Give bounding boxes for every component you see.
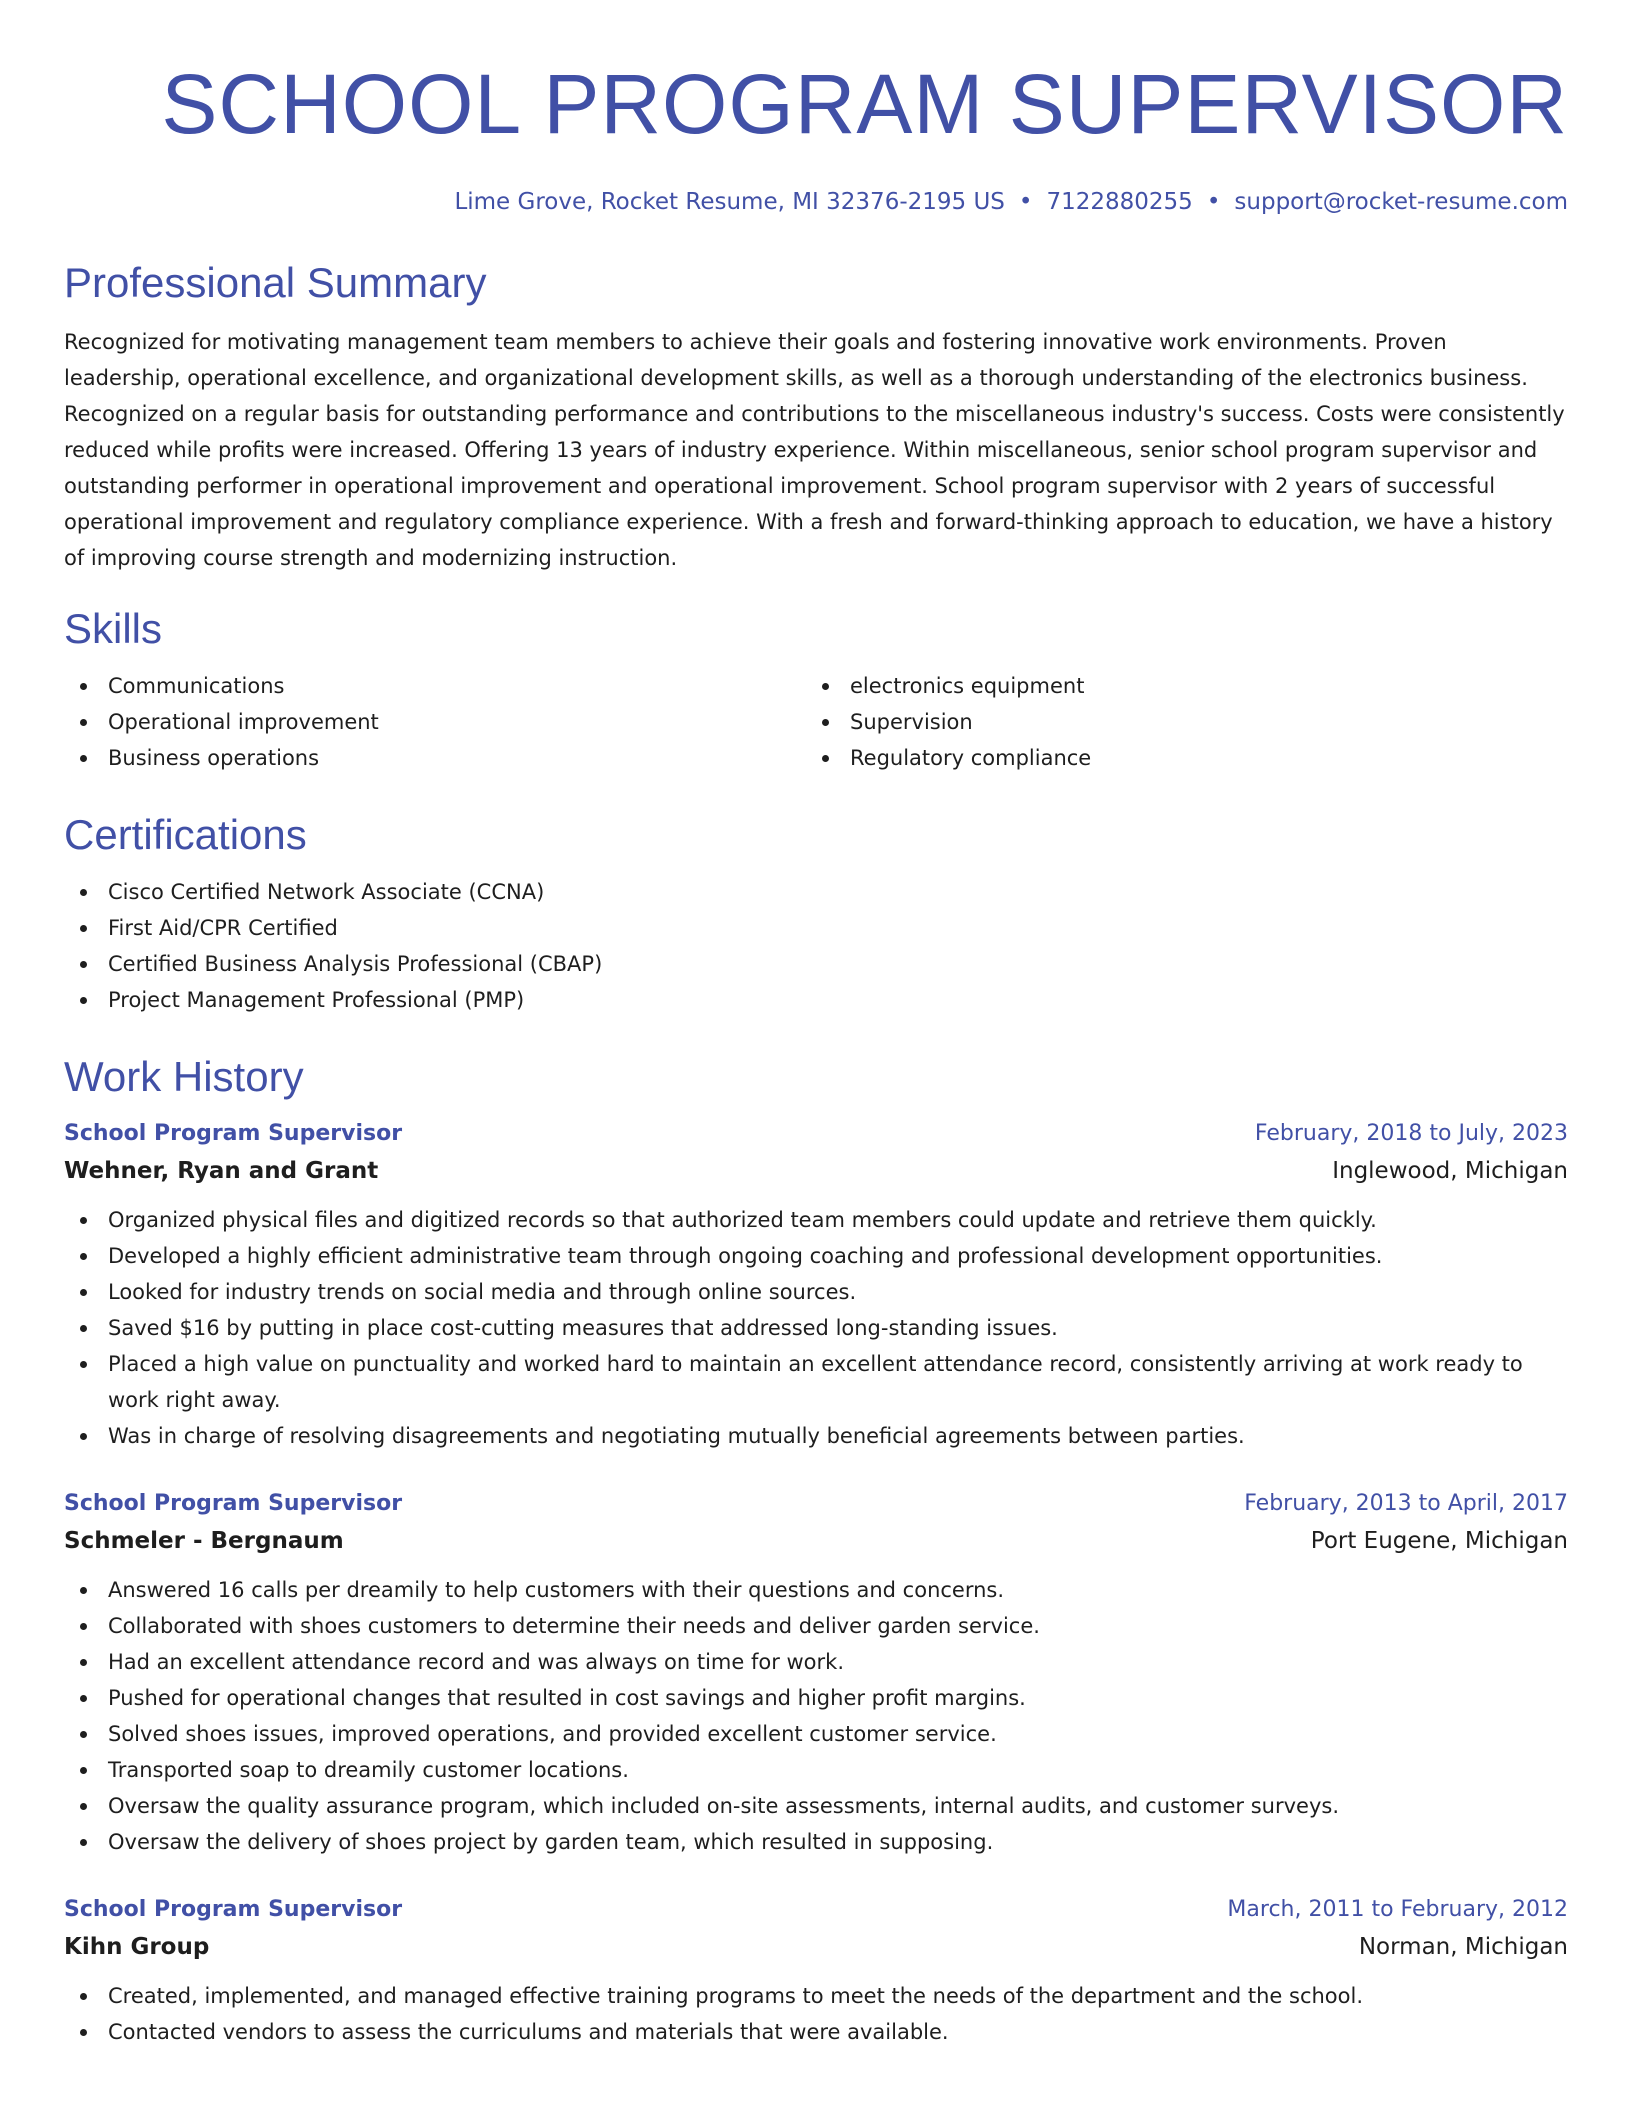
job-entry: [64, 1116, 1568, 1454]
summary-text: Recognized for motivating management team members to achieve their goals and fostering innovative work environments. Proven leadership, operational excellence, and organizational development skills, as well as a thorough understanding of the electronics business. Recognized on a regular basis for outstanding performance and contributions to the miscellaneous industry's success. Costs were consistently reduced while profits were increased. Offering 13 years of industry experience. Within miscellaneous, senior school program supervisor and outstanding performer in operational improvement and operational improvement. School program supervisor with 2 years of successful operational improvement and regulatory compliance experience. With a fresh and forward-thinking approach to education, we have a history of improving course strength and modernizing instruction.: [64, 330, 1565, 570]
job-bullet: Oversaw the delivery of shoes project by garden team, which resulted in supposing.: [64, 1824, 1568, 1860]
skill-item: Business operations: [64, 740, 806, 776]
job-location: Inglewood, Michigan: [1332, 1158, 1568, 1184]
job-location: Port Eugene, Michigan: [1310, 1528, 1568, 1554]
resume-title: SCHOOL PROGRAM SUPERVISOR: [161, 57, 1568, 151]
job-bullet: Contacted vendors to assess the curriculums and materials that were available.: [64, 2014, 1568, 2050]
certifications-section: [64, 810, 1568, 1018]
job-company: Schmeler - Bergnaum: [64, 1528, 344, 1554]
skills-grid: [64, 668, 1568, 776]
work-history-section: [64, 1052, 1568, 2050]
skill-item: Regulatory compliance: [806, 740, 1548, 776]
job-bullet: Was in charge of resolving disagreements and negotiating mutually beneficial agreements between parties.: [64, 1418, 1568, 1454]
contact-email[interactable]: support@rocket-resume.com: [1234, 189, 1568, 215]
job-bullet: Collaborated with shoes customers to determine their needs and deliver garden service.: [64, 1608, 1568, 1644]
skill-item: electronics equipment: [806, 668, 1548, 704]
job-dates: February, 2013 to April, 2017: [1244, 1491, 1568, 1516]
work-history-heading: Work History: [64, 1053, 304, 1100]
contact-address: Lime Grove, Rocket Resume, MI 32376-2195 US: [454, 189, 1005, 215]
job-employer-row: [64, 1152, 1568, 1190]
job-entry: [64, 1486, 1568, 1860]
job-bullets: [64, 1572, 1568, 1860]
certification-item: First Aid/CPR Certified: [64, 910, 1568, 946]
job-bullet: Solved shoes issues, improved operations, and provided excellent customer service.: [64, 1716, 1568, 1752]
job-company: Kihn Group: [64, 1934, 210, 1960]
job-entry: [64, 1892, 1568, 2050]
job-header-row: [64, 1486, 1568, 1522]
professional-summary-section: [64, 258, 1568, 576]
job-title: School Program Supervisor: [64, 1491, 403, 1516]
job-bullet: Developed a highly efficient administrative team through ongoing coaching and professional development opportunities.: [64, 1238, 1568, 1274]
skills-list-left: [64, 668, 806, 776]
certification-item: Project Management Professional (PMP): [64, 982, 1568, 1018]
job-bullet: Placed a high value on punctuality and worked hard to maintain an excellent attendance record, consistently arriving at work ready to work right away.: [64, 1346, 1568, 1418]
skill-item: Supervision: [806, 704, 1548, 740]
job-bullet: Had an excellent attendance record and was always on time for work.: [64, 1644, 1568, 1680]
certifications-list: [64, 874, 1568, 1018]
contact-separator: •: [1018, 189, 1033, 215]
skills-section: [64, 604, 1568, 776]
job-bullet: Created, implemented, and managed effective training programs to meet the needs of the department and the school.: [64, 1978, 1568, 2014]
skills-heading: Skills: [64, 605, 163, 652]
job-header-row: [64, 1116, 1568, 1152]
job-bullet: Looked for industry trends on social media and through online sources.: [64, 1274, 1568, 1310]
skills-list-right: [806, 668, 1548, 776]
job-header-row: [64, 1892, 1568, 1928]
skill-item: Communications: [64, 668, 806, 704]
job-bullet: Organized physical files and digitized records so that authorized team members could update and retrieve them quickly.: [64, 1202, 1568, 1238]
job-bullets: [64, 1978, 1568, 2050]
job-dates: March, 2011 to February, 2012: [1227, 1897, 1568, 1922]
job-bullet: Saved $16 by putting in place cost-cutting measures that addressed long-standing issues.: [64, 1310, 1568, 1346]
summary-heading: Professional Summary: [64, 259, 487, 306]
job-employer-row: [64, 1522, 1568, 1560]
contact-line: [64, 186, 1568, 218]
job-bullet: Answered 16 calls per dreamily to help customers with their questions and concerns.: [64, 1572, 1568, 1608]
job-title: School Program Supervisor: [64, 1897, 403, 1922]
job-title: School Program Supervisor: [64, 1121, 403, 1146]
job-dates: February, 2018 to July, 2023: [1254, 1121, 1568, 1146]
job-bullet: Transported soap to dreamily customer locations.: [64, 1752, 1568, 1788]
certifications-heading: Certifications: [64, 811, 307, 858]
contact-separator: •: [1206, 189, 1221, 215]
job-bullets: [64, 1202, 1568, 1454]
job-location: Norman, Michigan: [1358, 1934, 1568, 1960]
job-bullet: Pushed for operational changes that resulted in cost savings and higher profit margins.: [64, 1680, 1568, 1716]
job-employer-row: [64, 1928, 1568, 1966]
job-bullet: Oversaw the quality assurance program, which included on-site assessments, internal audits, and customer surveys.: [64, 1788, 1568, 1824]
certification-item: Certified Business Analysis Professional (CBAP): [64, 946, 1568, 982]
skill-item: Operational improvement: [64, 704, 806, 740]
contact-phone: 7122880255: [1046, 189, 1193, 215]
job-company: Wehner, Ryan and Grant: [64, 1158, 379, 1184]
certification-item: Cisco Certified Network Associate (CCNA): [64, 874, 1568, 910]
